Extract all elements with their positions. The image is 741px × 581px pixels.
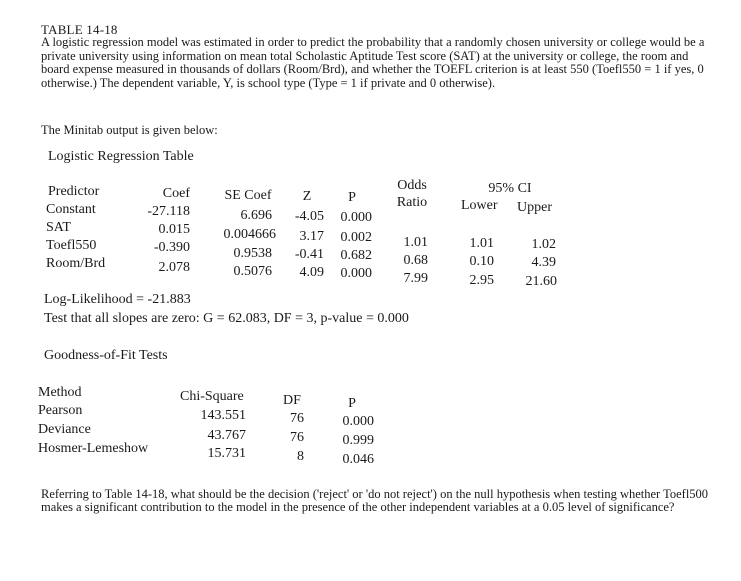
gof-cell-chisq: 43.767 [207, 428, 246, 443]
logistic-heading: Logistic Regression Table [48, 149, 194, 164]
header-coef: Coef [162, 186, 190, 201]
log-likelihood: Log-Likelihood = -21.883 [44, 292, 191, 307]
cell-lower: 2.95 [469, 273, 494, 288]
cell-z: -4.05 [294, 209, 324, 224]
table-title: TABLE 14-18 [41, 22, 118, 37]
gof-header-df: DF [283, 393, 301, 408]
cell-p: 0.000 [340, 266, 372, 281]
cell-z: -0.41 [294, 247, 324, 262]
cell-upper: 21.60 [525, 274, 557, 289]
cell-se: 0.5076 [233, 264, 272, 279]
cell-predictor: Room/Brd [46, 256, 106, 271]
cell-upper: 1.02 [531, 237, 556, 252]
cell-z: 4.09 [299, 265, 324, 280]
gof-cell-method: Pearson [38, 403, 83, 418]
header-odds: Odds [397, 178, 427, 193]
gof-header-method: Method [38, 385, 82, 400]
cell-z: 3.17 [299, 229, 324, 244]
cell-coef: -27.118 [147, 204, 190, 219]
cell-p: 0.682 [340, 248, 372, 263]
question-text: Referring to Table 14-18, what should be the decision ('reject' or 'do not reject') on the null hypothesis when testing whether Toefl500 makes a significant contribution to the model in the presence of the other independent variables at a 0.05 level of significance? [41, 487, 709, 514]
header-predictor: Predictor [48, 184, 100, 199]
cell-lower: 0.10 [469, 254, 494, 269]
header-upper: Upper [517, 200, 552, 215]
header-lower: Lower [461, 198, 498, 213]
cell-coef: -0.390 [153, 240, 190, 255]
gof-heading: Goodness-of-Fit Tests [44, 348, 168, 363]
gof-cell-chisq: 15.731 [207, 446, 246, 461]
minitab-note: The Minitab output is given below: [41, 123, 218, 137]
header-se-coef: SE Coef [224, 188, 272, 203]
cell-p: 0.002 [340, 230, 372, 245]
cell-predictor: Toefl550 [46, 238, 97, 253]
gof-cell-df: 8 [297, 449, 304, 464]
gof-header-chisq: Chi-Square [180, 389, 244, 404]
cell-predictor: SAT [46, 220, 71, 235]
header-p: P [348, 190, 356, 205]
gof-cell-p: 0.000 [342, 414, 374, 429]
gof-cell-df: 76 [290, 411, 304, 426]
cell-lower: 1.01 [469, 236, 494, 251]
gof-cell-p: 0.999 [342, 433, 374, 448]
cell-coef: 0.015 [158, 222, 190, 237]
cell-predictor: Constant [46, 202, 96, 217]
gof-header-p: P [348, 396, 356, 411]
gof-cell-method: Deviance [38, 422, 91, 437]
gof-cell-chisq: 143.551 [200, 408, 246, 423]
cell-se: 0.004666 [223, 227, 276, 242]
cell-coef: 2.078 [158, 260, 190, 275]
cell-p: 0.000 [340, 210, 372, 225]
intro-paragraph: A logistic regression model was estimated in order to predict the probability that a randomly chosen university or college would be a private university using information on mean total Scholastic Aptitude Test score (SAT) at the university or college, the room and board expense measured in thousands of dollars (Room/Brd), and whether the TOEFL criterion is at least 550 (Toefl550 = 1 if yes, 0 otherwise.) The dependent variable, Y, is school type (Type = 1 if private and 0 otherwise). [41, 35, 705, 90]
slopes-test: Test that all slopes are zero: G = 62.083, DF = 3, p-value = 0.000 [44, 311, 409, 326]
gof-cell-df: 76 [290, 430, 304, 445]
cell-se: 6.696 [240, 208, 272, 223]
cell-odds: 1.01 [403, 235, 428, 250]
cell-upper: 4.39 [531, 255, 556, 270]
cell-odds: 7.99 [403, 271, 428, 286]
cell-se: 0.9538 [233, 246, 272, 261]
gof-cell-p: 0.046 [342, 452, 374, 467]
cell-odds: 0.68 [403, 253, 428, 268]
header-ci: 95% CI [488, 181, 532, 196]
header-z: Z [302, 189, 312, 204]
gof-cell-method: Hosmer-Lemeshow [38, 441, 149, 456]
header-ratio: Ratio [396, 195, 428, 210]
